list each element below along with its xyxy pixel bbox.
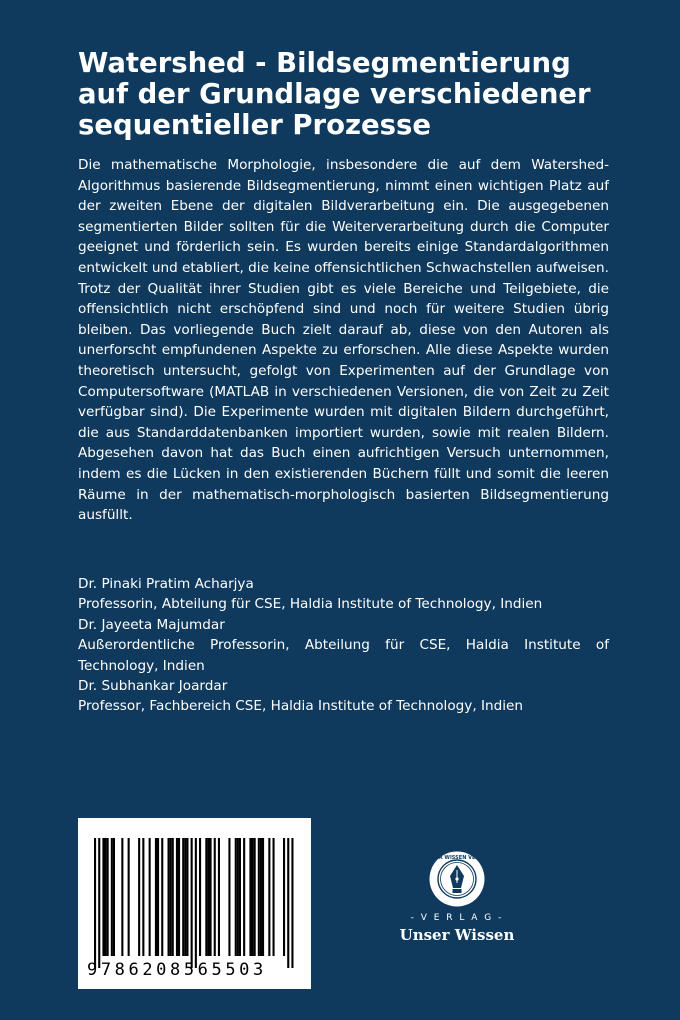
barcode-bar — [111, 838, 113, 956]
barcode-bar — [228, 838, 230, 956]
isbn-number: 9786208565503 — [87, 960, 267, 980]
barcode-bar — [149, 838, 151, 956]
barcode-bar — [239, 838, 241, 956]
barcode-bar — [113, 838, 115, 956]
title-line-3: sequentieller Prozesse — [78, 109, 432, 141]
barcode-bar — [260, 838, 262, 956]
verlag-label: - V E R L A G - — [410, 913, 504, 923]
barcode-bar — [258, 838, 260, 956]
barcode-bar — [268, 838, 270, 956]
author-name: Dr. Pinaki Pratim Acharjya — [78, 576, 254, 592]
barcode-bar — [178, 838, 180, 956]
publisher-name: Unser Wissen — [399, 926, 515, 944]
isbn-barcode — [78, 818, 311, 989]
author-affiliation: Außerordentliche Professorin, Abteilung für CSE, Haldia Institute of Technology, Indien — [78, 637, 609, 674]
barcode-bars — [94, 838, 296, 974]
barcode-bar — [243, 838, 245, 956]
author-affiliation: Professorin, Abteilung für CSE, Haldia Institute of Technology, Indien — [78, 596, 543, 613]
barcode-bar — [161, 838, 163, 956]
barcode-bar — [273, 838, 275, 956]
barcode-bar — [128, 838, 130, 956]
barcode-bar — [249, 838, 251, 956]
barcode-bar — [291, 838, 293, 968]
author-name: Dr. Subhankar Joardar — [78, 678, 228, 695]
barcode-bar — [254, 838, 256, 956]
barcode-bar — [102, 838, 104, 956]
title-line-2: auf der Grundlage verschiedener — [78, 78, 591, 110]
emblem-caption: UNSER WISSEN VERLAG — [423, 855, 491, 861]
barcode-bar — [262, 838, 264, 956]
barcode-bar — [214, 838, 216, 956]
barcode-bar — [218, 838, 220, 956]
book-description: Die mathematische Morphologie, insbesondere die auf dem Watershed-Algorithmus basierende Bildsegmentierung, nimmt einen wichtigen Platz auf der zweiten Ebene der digitalen Bildverarbeitung ein. Die ausgegebenen segmentierten Bilder sollten für die Weiterverarbeitung durch die Computer geeignet und förderlich sein. Es wurden bereits einige Standardalgorithmen entwickelt und etabliert, die keine offensichtlichen Schwachstellen aufweisen. Trotz der Qualität ihrer Studien gibt es viele Bereiche und Teilgebiete, die offensichtlich nicht erschöpfend sind und noch für weitere Studien übrig bleiben. Das vorliegende Buch zielt darauf ab, diese von den Autoren als unerforscht empfundenen Aspekte zu erforschen. Alle diese Aspekte wurden theoretisch untersucht, gefolgt von Experimenten auf der Grundlage von Computersoftware (MATLAB in verschiedenen Versionen, die von Zeit zu Zeit verfügbar sind). Die Experimente wurden mit digitalen Bildern durchgeführt, die aus Standarddatenbanken importiert wurden, sowie mit realen Bildern. Abgesehen davon hat das Buch einen aufrichtigen Versuch unternommen, indem es die Lücken in den existierenden Büchern füllt und somit die leeren Räume in der mathematisch-morphologisch basierten Bildsegmentierung ausfüllt. — [78, 157, 609, 524]
barcode-bar — [186, 838, 188, 956]
barcode-bar — [205, 838, 207, 956]
barcode-bar — [237, 838, 239, 956]
author-name: Dr. Jayeeta Majumdar — [78, 616, 225, 633]
barcode-bar — [94, 838, 96, 968]
title-line-1: Watershed - Bildsegmentierung — [78, 47, 571, 79]
barcode-bar — [107, 838, 109, 956]
author-list — [78, 574, 609, 717]
barcode-bar — [157, 838, 159, 956]
barcode-bar — [121, 838, 123, 956]
author-affiliation: Professor, Fachbereich CSE, Haldia Institute of Technology, Indien — [78, 698, 523, 715]
barcode-bar — [184, 838, 186, 956]
book-title — [78, 48, 638, 141]
barcode-bar — [207, 838, 209, 956]
barcode-bar — [172, 838, 174, 956]
barcode-bar — [168, 838, 170, 956]
publisher-logo — [392, 850, 522, 950]
fountain-pen-emblem-icon — [423, 850, 491, 908]
barcode-bar — [210, 838, 212, 956]
barcode-bar — [142, 838, 144, 956]
barcode-bar — [138, 838, 140, 956]
barcode-bar — [191, 838, 193, 968]
barcode-bar — [252, 838, 254, 956]
barcode-bar — [105, 838, 107, 956]
barcode-bar — [176, 838, 178, 956]
barcode-bar — [182, 838, 184, 956]
barcode-bar — [199, 838, 201, 956]
barcode-bar — [235, 838, 237, 956]
barcode-bar — [283, 838, 285, 956]
barcode-bar — [98, 838, 100, 968]
barcode-bar — [155, 838, 157, 956]
barcode-bar — [170, 838, 172, 956]
barcode-bar — [287, 838, 289, 968]
barcode-bar — [195, 838, 197, 968]
